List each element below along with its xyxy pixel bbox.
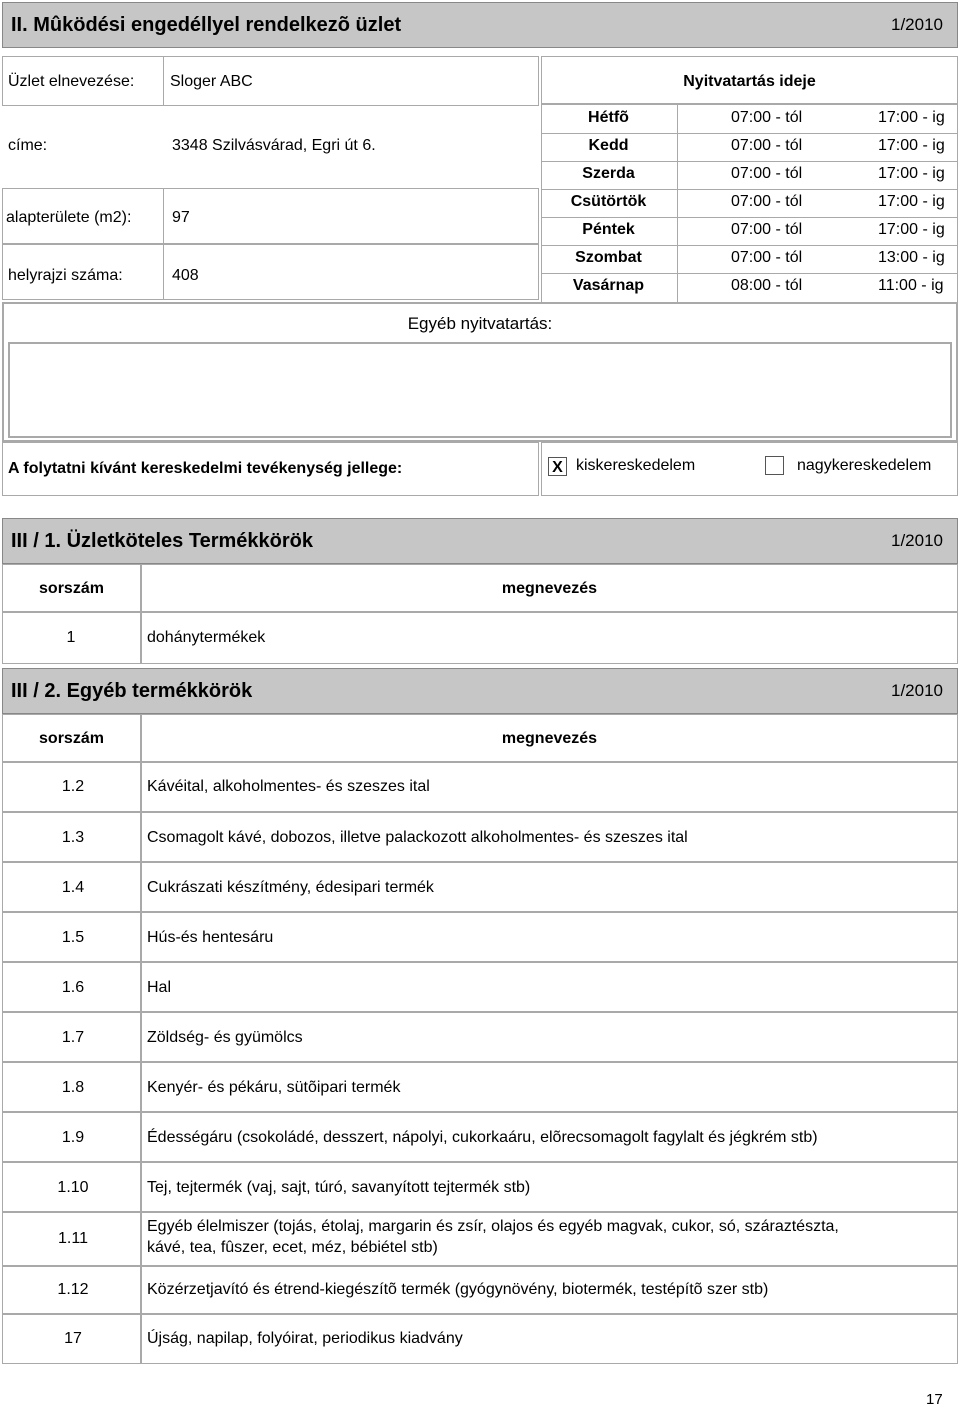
area-value: 97 xyxy=(172,209,190,226)
row-num: 1.11 xyxy=(58,1230,88,1247)
hours-header: Nyitvatartás ideje xyxy=(683,73,816,90)
row-name: Kenyér- és pékáru, sütõipari termék xyxy=(147,1079,401,1096)
hours-day: Vasárnap xyxy=(572,277,645,294)
wholesale-label: nagykereskedelem xyxy=(797,457,932,474)
hours-from: 07:00 - tól xyxy=(731,109,803,126)
row-name: Egyéb élelmiszer (tojás, étolaj, margarin és zsír, olajos és egyéb magvak, cukor, só, száraztészta, xyxy=(147,1218,839,1235)
hours-row-line xyxy=(542,217,957,218)
row-num: 1.5 xyxy=(61,929,85,946)
hours-from: 07:00 - tól xyxy=(731,165,803,182)
hours-row-line xyxy=(542,273,957,274)
hours-to: 17:00 - ig xyxy=(878,193,945,210)
activity-label: A folytatni kívánt kereskedelmi tevékenység jellege: xyxy=(8,460,403,477)
hours-day: Hétfõ xyxy=(588,109,629,126)
row-num: 1.9 xyxy=(61,1129,85,1146)
hours-day: Csütörtök xyxy=(570,193,647,210)
row-num: 17 xyxy=(64,1330,82,1347)
row-name: Kávéital, alkoholmentes- és szeszes ital xyxy=(147,778,430,795)
section-2-year: 1/2010 xyxy=(891,15,943,34)
hours-day: Szerda xyxy=(582,165,635,182)
row-num: 1 xyxy=(66,629,76,646)
row-num: 1.7 xyxy=(61,1029,85,1046)
divider xyxy=(163,188,164,300)
hours-to: 17:00 - ig xyxy=(878,137,945,154)
divider xyxy=(163,56,164,106)
col-name-header: megnevezés xyxy=(501,730,598,747)
row-name: Hús-és hentesáru xyxy=(147,929,274,946)
row-num: 1.6 xyxy=(61,979,85,996)
hours-to: 13:00 - ig xyxy=(878,249,945,266)
plot-label: helyrajzi száma: xyxy=(8,267,123,284)
hours-day: Kedd xyxy=(588,137,629,154)
address-label: címe: xyxy=(8,137,48,154)
row-name: dohánytermékek xyxy=(147,629,266,646)
section-2-title: II. Mûködési engedéllyel rendelkezõ üzlet xyxy=(11,13,402,36)
row-name: Közérzetjavító és étrend-kiegészítõ termék (gyógynövény, biotermék, testépítõ szer stb) xyxy=(147,1281,769,1298)
hours-to: 11:00 - ig xyxy=(878,277,944,294)
hours-from: 07:00 - tól xyxy=(731,137,803,154)
row-name: Csomagolt kávé, dobozos, illetve palackozott alkoholmentes- és szeszes ital xyxy=(147,829,688,846)
row-name: Zöldség- és gyümölcs xyxy=(147,1029,303,1046)
plot-value: 408 xyxy=(172,267,199,284)
row-name: Tej, tejtermék (vaj, sajt, túró, savanyított tejtermék stb) xyxy=(147,1179,531,1196)
section-31-header xyxy=(2,518,958,564)
row-name: Hal xyxy=(147,979,172,996)
row-num: 1.10 xyxy=(57,1179,89,1196)
row-num: 1.3 xyxy=(61,829,85,846)
hours-from: 07:00 - tól xyxy=(731,221,803,238)
section-32-title: III / 2. Egyéb termékkörök xyxy=(11,679,253,702)
hours-row-line xyxy=(542,189,957,190)
address-value: 3348 Szilvásvárad, Egri út 6. xyxy=(172,137,376,154)
row-name: Újság, napilap, folyóirat, periodikus kiadvány xyxy=(147,1330,463,1347)
col-num-header: sorszám xyxy=(39,580,104,597)
hours-from: 07:00 - tól xyxy=(731,193,803,210)
hours-row-line xyxy=(542,133,957,134)
area-label: alapterülete (m2): xyxy=(6,209,132,226)
col-num-header: sorszám xyxy=(39,730,104,747)
row-name: Cukrászati készítmény, édesipari termék xyxy=(147,879,434,896)
retail-label: kiskereskedelem xyxy=(576,457,696,474)
section-31-year: 1/2010 xyxy=(891,531,943,550)
row-num: 1.4 xyxy=(61,879,85,896)
col-name-header: megnevezés xyxy=(501,580,598,597)
page-number: 17 xyxy=(926,1391,943,1408)
row-num: 1.2 xyxy=(61,778,85,795)
hours-to: 17:00 - ig xyxy=(878,165,945,182)
hours-row-line xyxy=(542,245,957,246)
section-2-header xyxy=(2,2,958,48)
hours-day: Péntek xyxy=(582,221,635,238)
table-row xyxy=(141,962,958,1012)
hours-from: 08:00 - tól xyxy=(731,277,803,294)
row-num: 1.8 xyxy=(61,1079,85,1096)
hours-day: Szombat xyxy=(575,249,642,266)
other-hours-label: Egyéb nyitvatartás: xyxy=(407,314,553,333)
row-num: 1.12 xyxy=(57,1281,89,1298)
shop-name-label: Üzlet elnevezése: xyxy=(8,73,135,90)
row-name-continued: kávé, tea, fûszer, ecet, méz, bébiétel stb) xyxy=(147,1239,438,1256)
shop-name-value: Sloger ABC xyxy=(170,73,253,90)
hours-to: 17:00 - ig xyxy=(878,109,945,126)
section-31-title: III / 1. Üzletköteles Termékkörök xyxy=(11,529,313,552)
retail-checkbox[interactable]: X xyxy=(548,457,567,476)
hours-to: 17:00 - ig xyxy=(878,221,945,238)
hours-row-line xyxy=(542,161,957,162)
row-name: Édességáru (csokoládé, desszert, nápolyi, cukorkaáru, elõrecsomagolt fagylalt és jégkrém stb) xyxy=(147,1129,818,1146)
section-32-header xyxy=(2,668,958,714)
hours-from: 07:00 - tól xyxy=(731,249,803,266)
wholesale-checkbox[interactable] xyxy=(765,456,784,475)
other-hours-field[interactable] xyxy=(8,342,952,438)
section-32-year: 1/2010 xyxy=(891,681,943,700)
